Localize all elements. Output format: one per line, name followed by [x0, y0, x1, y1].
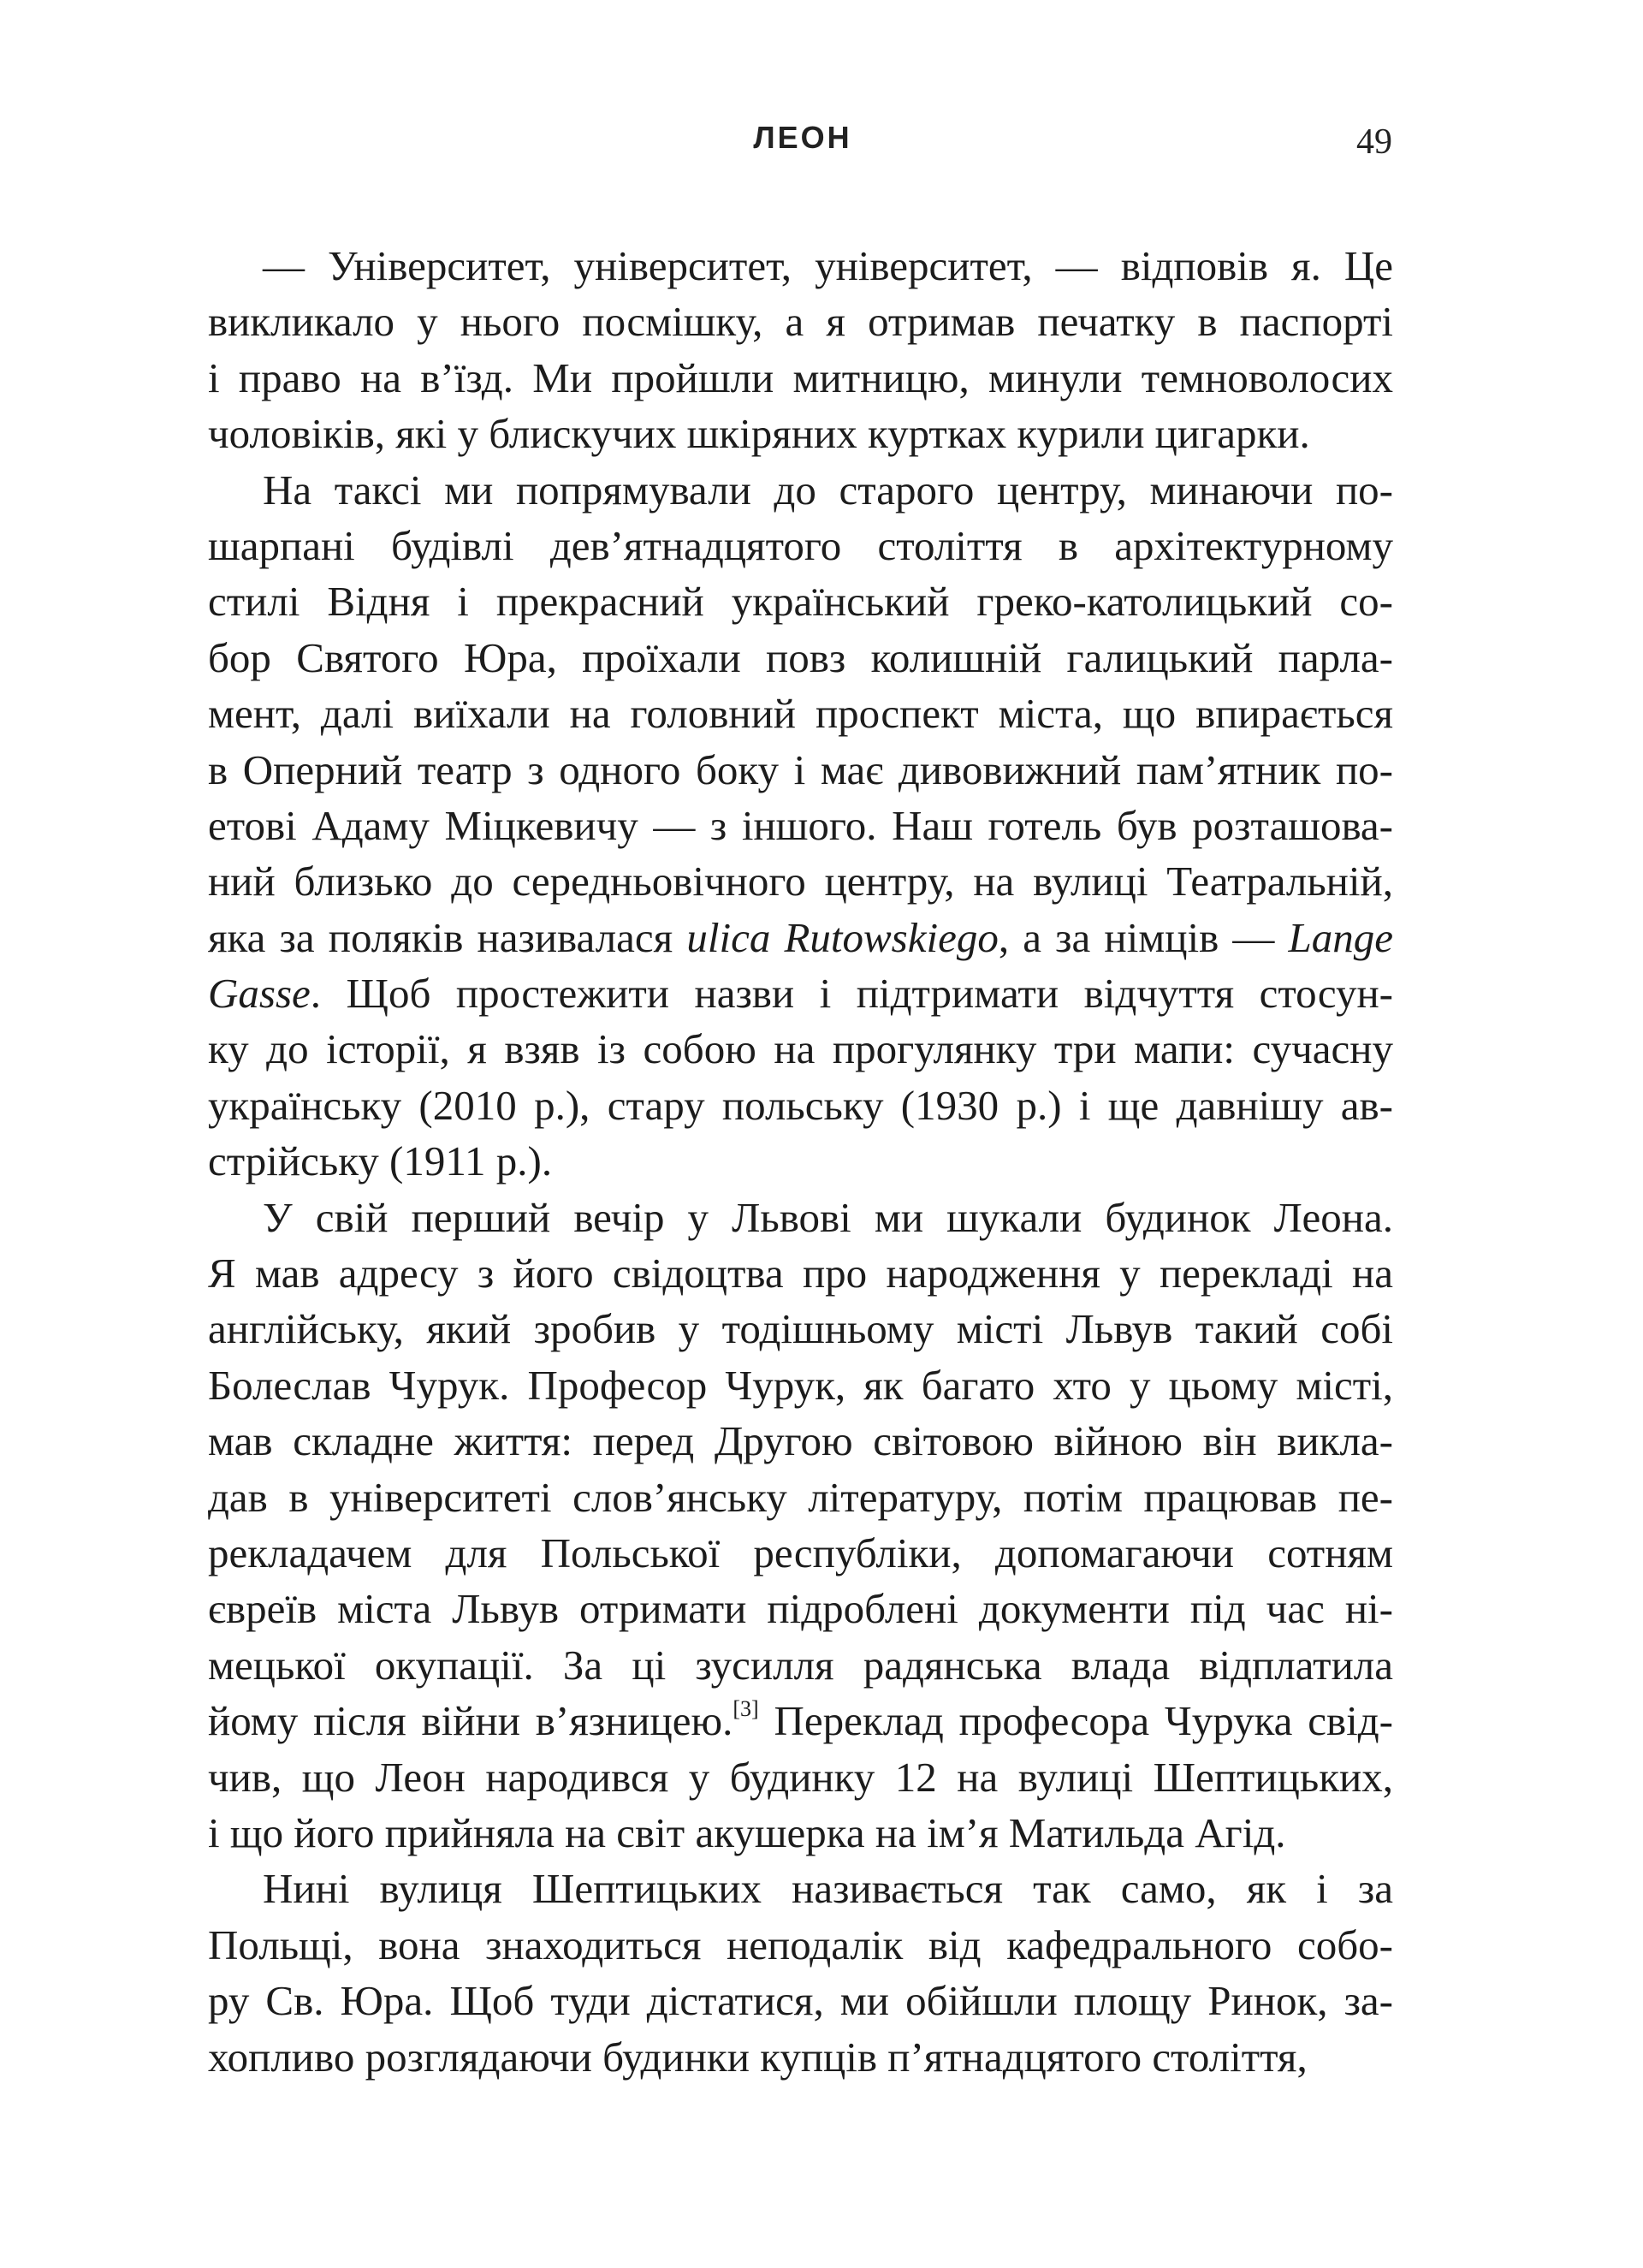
- text-line: [208, 1525, 1393, 1581]
- text-line: [208, 2029, 1393, 2085]
- text-segment: яка за поляків називалася: [208, 913, 687, 961]
- text-line: [208, 1637, 1393, 1693]
- text-segment: ний близько до середньовічного центру, на вулиці Театральній,: [208, 858, 1393, 905]
- text-segment: хопливо розглядаючи будинки купців п’ятнадцятого століття,: [208, 2033, 1308, 2081]
- text-line: [208, 1021, 1393, 1077]
- text-segment: рекладачем для Польської республіки, допомагаючи сотням: [208, 1529, 1393, 1576]
- text-line: [208, 965, 1393, 1021]
- text-line: [208, 1469, 1393, 1525]
- text-segment: , а за німців —: [998, 913, 1289, 961]
- text-segment: етові Адаму Міцкевичу — з іншого. Наш готель був розташова-: [208, 801, 1393, 849]
- text-line: [208, 1973, 1393, 2028]
- page-number: 49: [1356, 122, 1392, 162]
- text-segment: дав в університеті слов’янську літературу, потім працював пе-: [208, 1473, 1393, 1521]
- text-segment: і право на в’їзд. Ми пройшли митницю, минули темноволосих: [208, 353, 1393, 401]
- text-segment: На таксі ми попрямували до старого центру, минаючи по-: [263, 466, 1393, 514]
- text-segment: Нині вулиця Шептицьких називається так само, як і за: [263, 1865, 1393, 1913]
- text-segment: мецької окупації. За ці зусилля радянська влада відплатила: [208, 1641, 1393, 1689]
- text-segment: Я мав адресу з його свідоцтва про народження у перекладі на: [208, 1250, 1393, 1297]
- body-text: [208, 238, 1393, 2085]
- text-segment: У свій перший вечір у Львові ми шукали будинок Леона.: [263, 1193, 1393, 1241]
- text-line: [208, 1749, 1393, 1805]
- text-segment: ку до історії, я взяв із собою на прогулянку три мапи: сучасну: [208, 1025, 1393, 1073]
- text-line: [208, 1245, 1393, 1301]
- text-line: [208, 294, 1393, 349]
- text-segment: — Університет, університет, університет, — відповів я. Це: [263, 242, 1393, 289]
- text-segment: в Оперний театр з одного боку і має дивовижний пам’ятник по-: [208, 745, 1393, 793]
- chapter-title: ЛЕОН: [753, 120, 852, 155]
- text-line: [208, 910, 1393, 965]
- text-line: [208, 350, 1393, 406]
- text-segment: викликало у нього посмішку, а я отримав печатку в паспорті: [208, 298, 1393, 346]
- text-line: [208, 1413, 1393, 1469]
- text-line: [208, 1805, 1393, 1861]
- text-line: [208, 573, 1393, 629]
- text-line: [208, 1190, 1393, 1245]
- text-segment: . Щоб простежити назви і підтримати відчуття стосун-: [310, 970, 1393, 1018]
- italic-text: Gasse: [208, 970, 311, 1018]
- text-segment: ру Св. Юра. Щоб туди дістатися, ми обійшли площу Ринок, за-: [208, 1977, 1393, 2025]
- text-segment: англійську, який зробив у тодішньому місті Львув такий собі: [208, 1305, 1393, 1353]
- text-line: [208, 798, 1393, 853]
- italic-text: Lange: [1288, 913, 1393, 961]
- text-line: [208, 406, 1393, 461]
- text-line: [208, 462, 1393, 518]
- text-line: [208, 1301, 1393, 1357]
- text-line: [208, 1861, 1393, 1916]
- text-segment: шарпані будівлі дев’ятнадцятого століття в архітектурному: [208, 521, 1393, 569]
- running-head: [0, 120, 1643, 156]
- text-segment: стилі Відня і прекрасний український греко-католицький со-: [208, 578, 1393, 626]
- text-segment: Переклад професора Чурука свід-: [758, 1697, 1393, 1745]
- text-segment: і що його прийняла на світ акушерка на ім’я Матильда Агід.: [208, 1808, 1286, 1856]
- text-line: [208, 1917, 1393, 1973]
- text-line: [208, 742, 1393, 798]
- text-segment: Польщі, вона знаходиться неподалік від кафедрального собо-: [208, 1921, 1393, 1968]
- footnote-ref[interactable]: [3]: [733, 1696, 759, 1722]
- text-segment: чив, що Леон народився у будинку 12 на вулиці Шептицьких,: [208, 1753, 1393, 1801]
- text-segment: мент, далі виїхали на головний проспект міста, що впирається: [208, 690, 1393, 738]
- text-segment: стрійську (1911 р.).: [208, 1137, 553, 1185]
- text-line: [208, 1581, 1393, 1636]
- text-line: [208, 630, 1393, 686]
- text-line: [208, 853, 1393, 909]
- italic-text: ulica Rutowskiego: [686, 913, 999, 961]
- text-segment: бор Святого Юра, проїхали повз колишній галицький парла-: [208, 633, 1393, 681]
- text-segment: українську (2010 р.), стару польську (1930 р.) і ще давнішу ав-: [208, 1081, 1393, 1129]
- text-line: [208, 686, 1393, 741]
- text-line: [208, 518, 1393, 573]
- text-segment: євреїв міста Львув отримати підроблені документи під час ні-: [208, 1585, 1393, 1633]
- text-line: [208, 238, 1393, 294]
- text-line: [208, 1133, 1393, 1189]
- text-line: [208, 1693, 1393, 1748]
- text-segment: мав складне життя: перед Другою світовою війною він викла-: [208, 1417, 1393, 1465]
- text-segment: йому після війни в’язницею.: [208, 1697, 733, 1745]
- text-segment: Болеслав Чурук. Професор Чурук, як багато хто у цьому місті,: [208, 1361, 1393, 1409]
- text-segment: чоловіків, які у блискучих шкіряних куртках курили цигарки.: [208, 410, 1310, 458]
- text-line: [208, 1078, 1393, 1133]
- text-line: [208, 1357, 1393, 1413]
